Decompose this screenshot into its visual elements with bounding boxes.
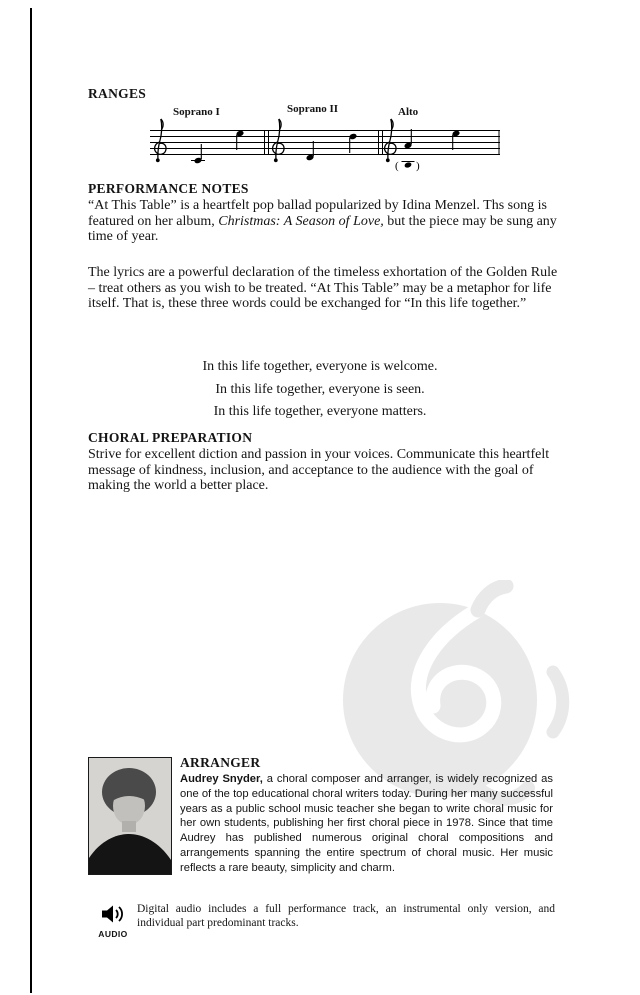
- arranger-name: Audrey Snyder,: [180, 773, 263, 785]
- note-icon: [306, 141, 315, 161]
- optional-note-icon: [404, 161, 412, 168]
- arranger-bio: [180, 772, 553, 876]
- arranger-photo: [88, 757, 172, 875]
- arranger-bio-text: a choral composer and arranger, is widely recognized as one of the top educational choral writers today. During her many successful years as a public school music teacher she began to write choral music for her own students, publishing her first choral piece in 1978. Since that time Audrey has published numerous original choral compositions and arrangements spanning the entire spectrum of choral music. Her music reflects a rare beauty, simplicity and charm.: [180, 773, 553, 874]
- paren-close: ): [416, 160, 420, 172]
- vocal-ranges-staff: [150, 116, 500, 178]
- paren-open: (: [395, 160, 399, 172]
- p1-text-after: but the piece may be sung any time of year.: [88, 213, 557, 245]
- label-soprano2: Soprano II: [287, 103, 339, 115]
- lyric-quote-block: [0, 356, 640, 424]
- quote-line: In this life together, everyone is seen.: [215, 381, 425, 397]
- page-edge-line: [30, 8, 32, 993]
- note-icon: [236, 130, 245, 150]
- note-icon: [404, 129, 413, 149]
- label-soprano1: Soprano I: [173, 106, 220, 118]
- audio-description: Digital audio includes a full performance track, an instrumental only version, and individual part predominant tracks.: [137, 903, 555, 929]
- performance-notes-heading: PERFORMANCE NOTES: [88, 181, 249, 196]
- watermark-clef-top: [478, 586, 506, 610]
- ranges-heading: RANGES: [88, 86, 147, 101]
- treble-clef-icon: [155, 119, 166, 162]
- label-alto: Alto: [398, 106, 419, 118]
- quote-line: In this life together, everyone matters.: [213, 404, 427, 419]
- p1-text-before: “At This Table” is a heartfelt pop ballad popularized by Idina Menzel. Ths song is featured on her album,: [88, 198, 547, 229]
- arranger-heading: ARRANGER: [180, 755, 261, 770]
- watermark-crescent: [553, 672, 563, 732]
- choral-preparation-paragraph: Strive for excellent diction and passion in your voices. Communicate this heartfelt message of kindness, inclusion, and acceptance to the audience with the goal of making the world a better place.: [88, 447, 550, 494]
- audio-label: AUDIO: [98, 929, 128, 939]
- performance-paragraph-1: [88, 198, 558, 245]
- performance-paragraph-2: The lyrics are a powerful declaration of the timeless exhortation of the Golden Rule – treat others as you wish to be treated. “At This Table” may be a metaphor for life itself. That is, these three words could be exchanged for “In this life together.”: [88, 265, 558, 312]
- note-icon: [452, 130, 461, 150]
- arranger-portrait-placeholder: [89, 758, 171, 874]
- audio-speaker-icon: [99, 901, 127, 927]
- choral-preparation-heading: CHORAL PREPARATION: [88, 430, 253, 445]
- treble-clef-icon: [385, 119, 396, 162]
- quote-line: In this life together, everyone is welcome.: [202, 359, 438, 374]
- album-title-italic: Christmas: A Season of Love,: [218, 213, 384, 229]
- treble-clef-icon: [273, 119, 284, 162]
